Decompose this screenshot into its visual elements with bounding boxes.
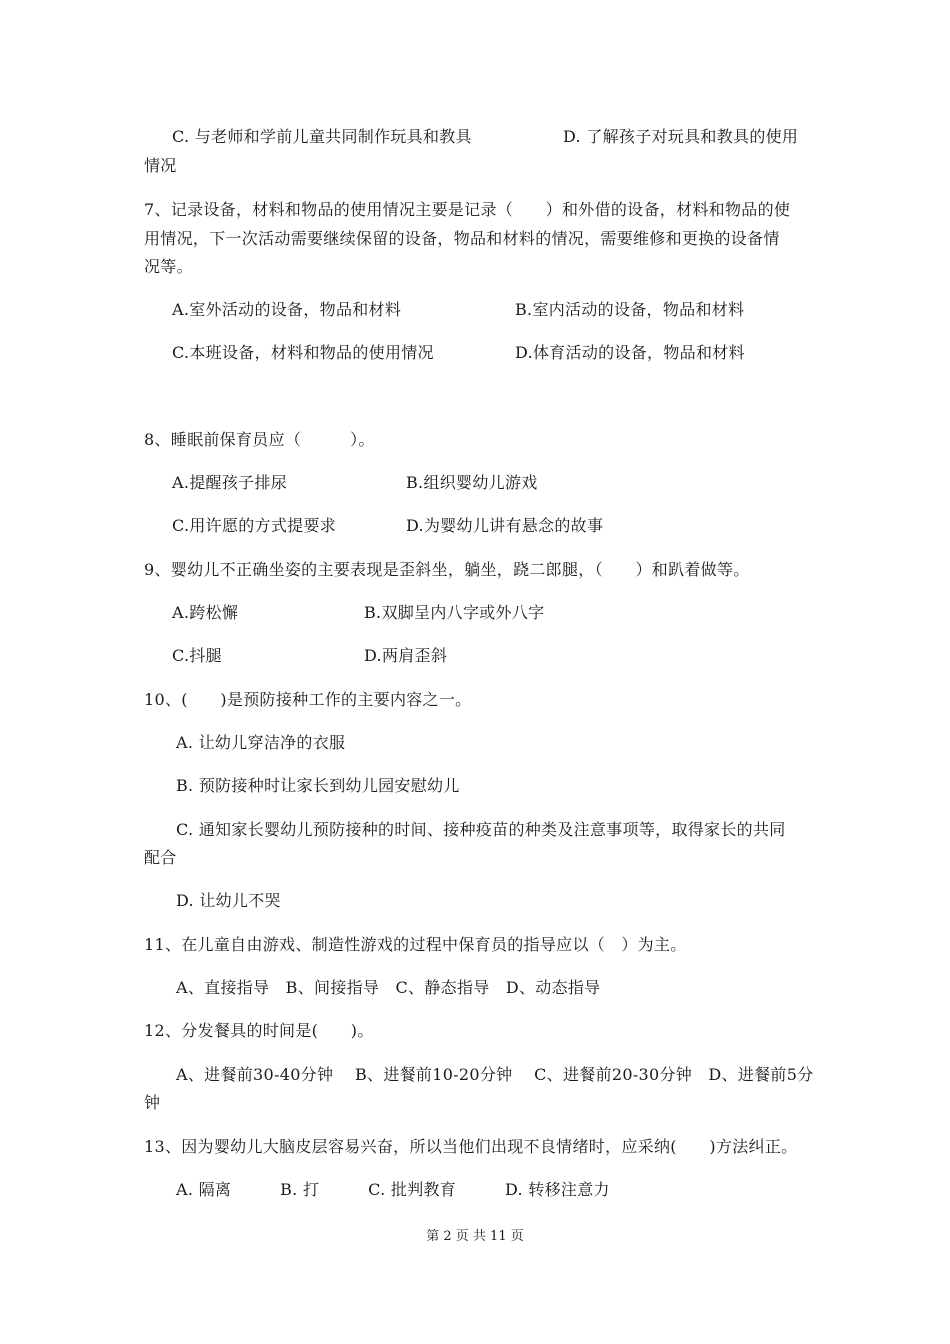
- q12-options-line-2: 钟: [144, 1093, 161, 1112]
- q12-options-line-1: A、进餐前30-40分钟 B、进餐前10-20分钟 C、进餐前20-30分钟 D、进餐前5分: [176, 1065, 814, 1084]
- q11-options: A、直接指导 B、间接指导 C、静态指导 D、动态指导: [176, 978, 601, 997]
- q9-option-b: B.双脚呈内八字或外八字: [364, 603, 545, 622]
- q8-stem: 8、睡眠前保育员应（ ）。: [144, 430, 375, 449]
- q8-option-c: C.用许愿的方式提要求: [172, 516, 337, 535]
- q7-option-c: C.本班设备，材料和物品的使用情况: [172, 343, 434, 362]
- q12-stem: 12、分发餐具的时间是( )。: [144, 1021, 374, 1040]
- q6-option-d: D. 了解孩子对玩具和教具的使用: [563, 127, 799, 146]
- q11-stem: 11、在儿童自由游戏、制造性游戏的过程中保育员的指导应以（ ）为主。: [144, 935, 687, 954]
- q7-option-d: D.体育活动的设备，物品和材料: [515, 343, 745, 362]
- q7-stem-line-3: 况等。: [144, 257, 193, 276]
- q7-option-b: B.室内活动的设备，物品和材料: [515, 300, 745, 319]
- q6-option-d-continued: 情况: [144, 156, 177, 175]
- q10-option-b: B. 预防接种时让家长到幼儿园安慰幼儿: [176, 776, 460, 795]
- q8-option-a: A.提醒孩子排尿: [172, 473, 288, 492]
- q9-stem: 9、婴幼儿不正确坐姿的主要表现是歪斜坐，躺坐，跷二郎腿，（ ）和趴着做等。: [144, 560, 750, 579]
- q10-option-c-line-1: C. 通知家长婴幼儿预防接种的时间、接种疫苗的种类及注意事项等，取得家长的共同: [176, 820, 786, 839]
- q7-stem-line-1: 7、记录设备，材料和物品的使用情况主要是记录（ ）和外借的设备，材料和物品的使: [144, 200, 791, 219]
- page-number-footer: 第 2 页 共 11 页: [426, 1229, 524, 1244]
- q9-option-d: D.两肩歪斜: [364, 646, 448, 665]
- q6-option-c: C. 与老师和学前儿童共同制作玩具和教具: [172, 127, 472, 146]
- q7-stem-line-2: 用情况，下一次活动需要继续保留的设备，物品和材料的情况，需要维修和更换的设备情: [144, 229, 780, 248]
- q10-stem: 10、( )是预防接种工作的主要内容之一。: [144, 690, 472, 709]
- q9-option-c: C.抖腿: [172, 646, 222, 665]
- q10-option-d: D. 让幼儿不哭: [176, 891, 281, 910]
- q9-option-a: A.跨松懈: [172, 603, 239, 622]
- q7-option-a: A.室外活动的设备，物品和材料: [172, 300, 402, 319]
- q10-option-c-line-2: 配合: [144, 848, 177, 867]
- q8-option-d: D.为婴幼儿讲有悬念的故事: [406, 516, 604, 535]
- q10-option-a: A. 让幼儿穿洁净的衣服: [176, 733, 346, 752]
- q13-options: A. 隔离 B. 打 C. 批判教育 D. 转移注意力: [176, 1180, 610, 1199]
- q13-stem: 13、因为婴幼儿大脑皮层容易兴奋，所以当他们出现不良情绪时，应采纳( )方法纠正。: [144, 1137, 798, 1156]
- q8-option-b: B.组织婴幼儿游戏: [406, 473, 538, 492]
